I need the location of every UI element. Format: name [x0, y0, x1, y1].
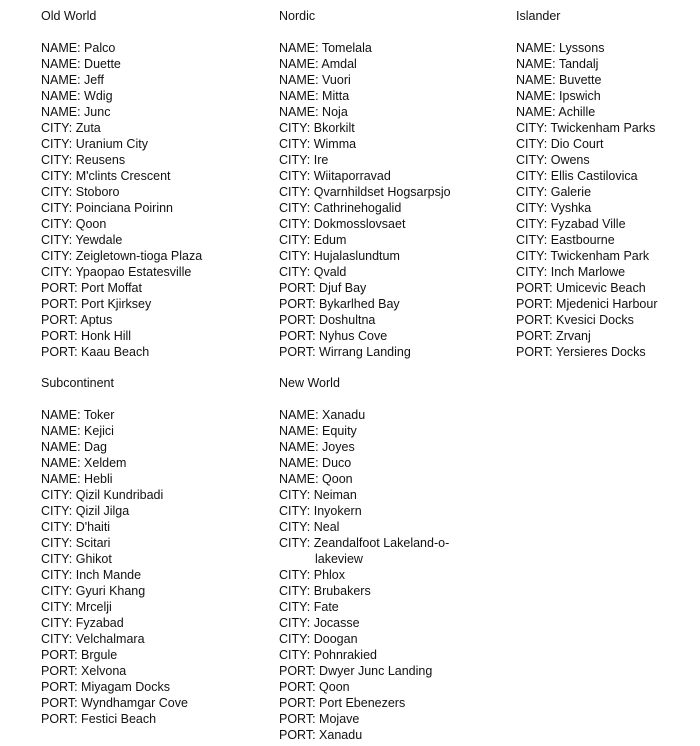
- list-item: NAME: Tomelala: [279, 41, 372, 55]
- list-item: PORT: Aptus: [41, 313, 113, 327]
- section-title: Nordic: [279, 9, 316, 23]
- entry-list: [516, 40, 700, 360]
- list-item: PORT: Zrvanj: [516, 329, 591, 343]
- list-item: CITY: Inyokern: [279, 504, 362, 518]
- list-item: CITY: Dio Court: [516, 137, 604, 151]
- entry-list: [279, 40, 509, 360]
- list-item: PORT: Doshultna: [279, 313, 376, 327]
- list-item: CITY: Neal: [279, 520, 340, 534]
- list-item: NAME: Toker: [41, 408, 115, 422]
- list-item: PORT: Brgule: [41, 648, 118, 662]
- list-item: PORT: Honk Hill: [41, 329, 132, 343]
- list-item: PORT: Wyndhamgar Cove: [41, 696, 188, 710]
- list-item: NAME: Ipswich: [516, 89, 601, 103]
- list-item: NAME: Duco: [279, 456, 352, 470]
- list-item: CITY: Qizil Kundribadi: [41, 488, 164, 502]
- list-item: CITY: Edum: [279, 233, 347, 247]
- list-item: CITY: Scitari: [41, 536, 111, 550]
- list-item: CITY: Yewdale: [41, 233, 123, 247]
- list-item: NAME: Palco: [41, 41, 116, 55]
- list-item: CITY: Fyzabad Ville: [516, 217, 626, 231]
- list-item: CITY: Qoon: [41, 217, 107, 231]
- list-item: PORT: Kaau Beach: [41, 345, 150, 359]
- list-item: CITY: Brubakers: [279, 584, 371, 598]
- list-item: CITY: Dokmosslovsaet: [279, 217, 406, 231]
- list-item: CITY: Wiitaporravad: [279, 169, 391, 183]
- list-item: CITY: Qvald: [279, 265, 347, 279]
- list-item: CITY: Twickenham Park: [516, 249, 650, 263]
- entry-list: [279, 407, 509, 743]
- section-islander: [516, 8, 700, 360]
- list-item: CITY: Phlox: [279, 568, 345, 582]
- list-item: NAME: Vuori: [279, 73, 351, 87]
- section-old-world: [41, 8, 271, 360]
- list-item: CITY: Fyzabad: [41, 616, 124, 630]
- list-item: CITY: Ire: [279, 153, 329, 167]
- list-item: PORT: Yersieres Docks: [516, 345, 646, 359]
- list-item: PORT: Nyhus Cove: [279, 329, 388, 343]
- list-item: CITY: Galerie: [516, 185, 592, 199]
- list-item: NAME: Noja: [279, 105, 348, 119]
- section-subcontinent: [41, 375, 271, 727]
- list-item: NAME: Equity: [279, 424, 357, 438]
- list-item: PORT: Umicevic Beach: [516, 281, 646, 295]
- list-item: CITY: Fate: [279, 600, 339, 614]
- list-item: NAME: Jeff: [41, 73, 104, 87]
- section-new-world: [279, 375, 509, 743]
- list-item: NAME: Xeldem: [41, 456, 127, 470]
- list-item: CITY: Velchalmara: [41, 632, 145, 646]
- section-nordic: [279, 8, 509, 360]
- list-item: PORT: Bykarlhed Bay: [279, 297, 400, 311]
- list-item: NAME: Junc: [41, 105, 111, 119]
- list-item: CITY: Eastbourne: [516, 233, 615, 247]
- list-item: CITY: Owens: [516, 153, 590, 167]
- list-item: NAME: Achille: [516, 105, 596, 119]
- list-item: NAME: Dag: [41, 440, 107, 454]
- list-item: PORT: Mojave: [279, 712, 360, 726]
- list-item: NAME: Amdal: [279, 57, 357, 71]
- section-title: Old World: [41, 9, 97, 23]
- list-item: CITY: Hujalaslundtum: [279, 249, 400, 263]
- list-item: CITY: Qvarnhildset Hogsarpsjo: [279, 185, 451, 199]
- list-item: CITY: Uranium City: [41, 137, 148, 151]
- list-item: CITY: Mrcelji: [41, 600, 112, 614]
- list-item: NAME: Xanadu: [279, 408, 366, 422]
- list-item: CITY: Zuta: [41, 121, 101, 135]
- list-item: NAME: Mitta: [279, 89, 350, 103]
- list-item: CITY: Ellis Castilovica: [516, 169, 638, 183]
- list-item: NAME: Joyes: [279, 440, 355, 454]
- list-item: NAME: Kejici: [41, 424, 114, 438]
- list-item: PORT: Kvesici Docks: [516, 313, 634, 327]
- entry-list: [41, 407, 271, 727]
- list-item: CITY: Bkorkilt: [279, 121, 355, 135]
- list-item: CITY: Pohnrakied: [279, 648, 377, 662]
- list-item: CITY: Qizil Jilga: [41, 504, 130, 518]
- list-item: PORT: Port Kjirksey: [41, 297, 152, 311]
- list-item: PORT: Port Ebenezers: [279, 696, 406, 710]
- list-item: PORT: Wirrang Landing: [279, 345, 411, 359]
- entry-list: [41, 40, 271, 360]
- list-item: CITY: Zeandalfoot Lakeland-o-lakeview: [279, 536, 450, 566]
- list-item: CITY: Cathrinehogalid: [279, 201, 402, 215]
- list-item: CITY: Wimma: [279, 137, 357, 151]
- list-item: NAME: Duette: [41, 57, 121, 71]
- list-item: CITY: Inch Mande: [41, 568, 142, 582]
- list-item: PORT: Xanadu: [279, 728, 363, 742]
- list-item: PORT: Xelvona: [41, 664, 127, 678]
- list-item: CITY: Ghikot: [41, 552, 112, 566]
- list-item: CITY: Poinciana Poirinn: [41, 201, 174, 215]
- list-item: NAME: Qoon: [279, 472, 353, 486]
- list-item: PORT: Miyagam Docks: [41, 680, 170, 694]
- list-item: PORT: Port Moffat: [41, 281, 142, 295]
- list-item: CITY: M'clints Crescent: [41, 169, 171, 183]
- list-item: NAME: Lyssons: [516, 41, 605, 55]
- list-item: PORT: Festici Beach: [41, 712, 157, 726]
- list-item: CITY: Jocasse: [279, 616, 360, 630]
- list-item: CITY: Inch Marlowe: [516, 265, 626, 279]
- list-item: NAME: Wdig: [41, 89, 113, 103]
- list-item: CITY: Reusens: [41, 153, 126, 167]
- list-item: CITY: Vyshka: [516, 201, 592, 215]
- list-item: CITY: Gyuri Khang: [41, 584, 146, 598]
- list-item: CITY: Neiman: [279, 488, 357, 502]
- section-title: Islander: [516, 9, 561, 23]
- list-item: PORT: Qoon: [279, 680, 350, 694]
- list-item: PORT: Mjedenici Harbour: [516, 297, 658, 311]
- list-item: PORT: Djuf Bay: [279, 281, 367, 295]
- list-item: CITY: Stoboro: [41, 185, 120, 199]
- list-item: CITY: Ypaopao Estatesville: [41, 265, 192, 279]
- list-item: CITY: D'haiti: [41, 520, 111, 534]
- list-item: NAME: Hebli: [41, 472, 113, 486]
- list-item: CITY: Twickenham Parks: [516, 121, 656, 135]
- list-item: PORT: Dwyer Junc Landing: [279, 664, 433, 678]
- list-item: NAME: Tandalj: [516, 57, 599, 71]
- section-title: New World: [279, 376, 340, 390]
- section-title: Subcontinent: [41, 376, 114, 390]
- list-item: NAME: Buvette: [516, 73, 602, 87]
- list-item: CITY: Zeigletown-tioga Plaza: [41, 249, 203, 263]
- list-item: CITY: Doogan: [279, 632, 358, 646]
